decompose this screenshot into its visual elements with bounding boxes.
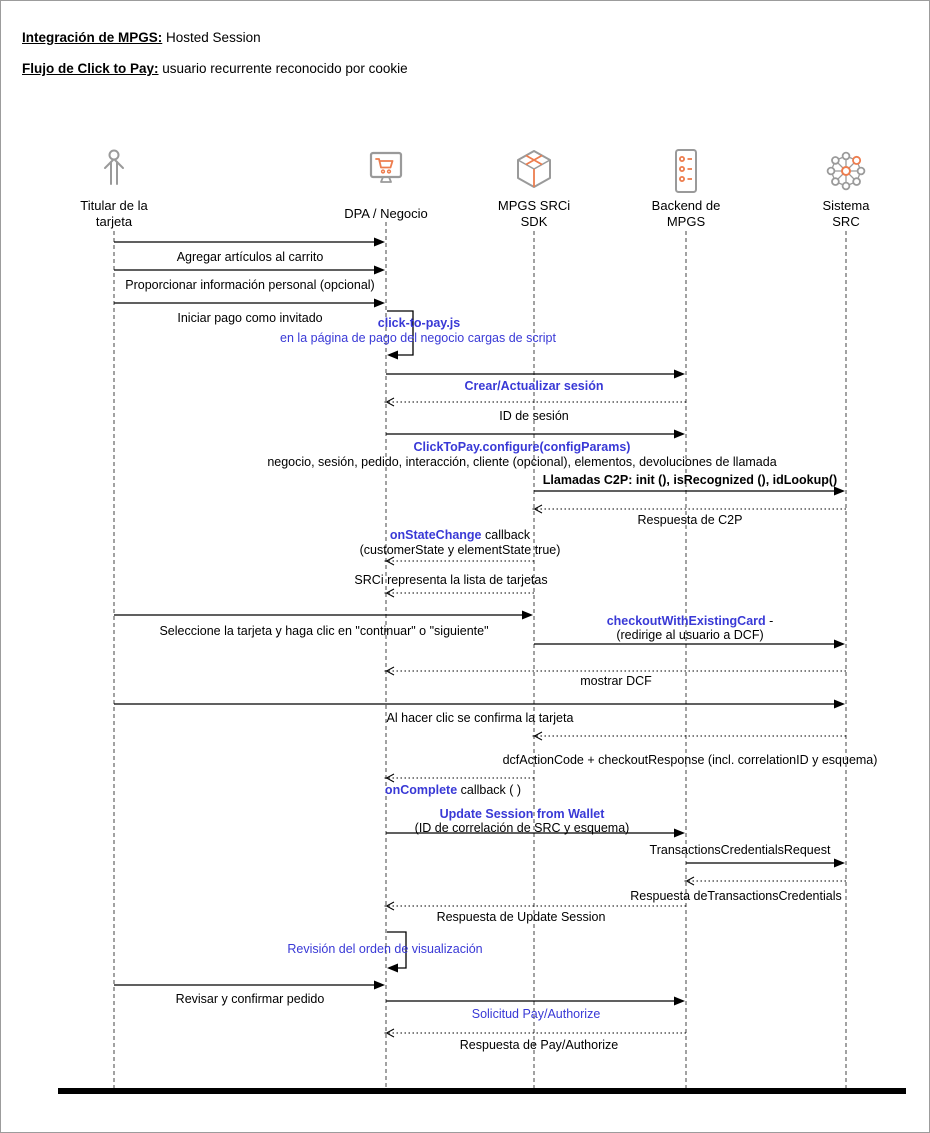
message-label-part: dcfActionCode + checkoutResponse (incl. correlationID y esquema)	[502, 753, 878, 767]
message-label	[177, 311, 322, 325]
message-label	[125, 278, 374, 292]
monitor-cart-icon	[362, 147, 410, 195]
message-label-part: (redirige al usuario a DCF)	[616, 628, 764, 642]
message-label-part: callback	[481, 528, 531, 542]
message-label-part: Update Session from Wallet	[439, 807, 605, 821]
message-label	[415, 821, 630, 835]
message-label	[503, 753, 878, 767]
header-flow-label: Flujo de Click to Pay:	[22, 61, 159, 76]
package-icon	[510, 147, 558, 195]
message-label-part: Solicitud Pay/Authorize	[471, 1007, 601, 1021]
message-label-part: Al hacer clic se confirma la tarjeta	[386, 711, 574, 725]
message-label	[176, 992, 325, 1006]
message-label	[354, 573, 547, 587]
message-label	[440, 807, 605, 821]
message-label-part: Iniciar pago como invitado	[177, 311, 323, 325]
message-label	[460, 1038, 618, 1052]
actor-label-backend: Backend de MPGS	[651, 198, 721, 229]
message-label-part: onComplete	[384, 783, 458, 797]
message-label	[387, 711, 574, 725]
message-label-part: onStateChange	[389, 528, 482, 542]
message-label-part: TransactionsCredentialsRequest	[649, 843, 831, 857]
message-label	[630, 889, 841, 903]
message-label-part: ID de sesión	[499, 409, 569, 423]
message-label	[390, 528, 530, 542]
message-label	[465, 379, 604, 393]
message-label	[360, 543, 561, 557]
actor-label-src: Sistema SRC	[822, 198, 870, 229]
message-label-part: Agregar artículos al carrito	[176, 250, 324, 264]
message-label-part: Respuesta de Pay/Authorize	[459, 1038, 619, 1052]
message-label	[638, 513, 743, 527]
message-label	[580, 674, 652, 688]
message-label-part: Respuesta deTransactionsCredentials	[630, 889, 842, 903]
message-label	[267, 455, 776, 469]
server-icon	[662, 147, 710, 195]
header-integration-value: Hosted Session	[162, 30, 261, 45]
message-label-part: en la página de pago del negocio cargas de script	[280, 331, 556, 345]
message-label	[543, 473, 837, 487]
message-label	[437, 910, 606, 924]
message-label-part: ClickToPay.configure(configParams)	[413, 440, 631, 454]
message-label-part: checkoutWithExistingCard	[606, 614, 766, 628]
message-label	[287, 942, 482, 956]
message-label	[499, 409, 568, 423]
message-label-part: Respuesta de Update Session	[436, 910, 606, 924]
header-flow-value: usuario recurrente reconocido por cookie	[158, 61, 408, 76]
message-label-part: mostrar DCF	[580, 674, 652, 688]
message-label-part: click-to-pay.js	[377, 316, 461, 330]
actor-label-cardholder: Titular de la tarjeta	[80, 198, 148, 229]
message-label	[177, 250, 324, 264]
person-icon	[90, 147, 138, 195]
message-label-part: Respuesta de C2P	[637, 513, 743, 527]
message-label-part: -	[765, 614, 774, 628]
message-label	[378, 316, 460, 330]
message-label-part: negocio, sesión, pedido, interacción, cliente (opcional), elementos, devoluciones de llamada	[267, 455, 777, 469]
message-label-part: SRCi representa la lista de tarjetas	[354, 573, 548, 587]
message-label-part: (customerState y elementState true)	[359, 543, 561, 557]
message-label-part: (ID de correlación de SRC y esquema)	[414, 821, 630, 835]
header-integration-label: Integración de MPGS:	[22, 30, 163, 45]
message-label	[280, 331, 556, 345]
message-label	[472, 1007, 601, 1021]
network-icon	[822, 147, 870, 195]
actor-label-dpa: DPA / Negocio	[344, 206, 428, 221]
message-label	[414, 440, 631, 454]
message-label-part: Crear/Actualizar sesión	[464, 379, 604, 393]
message-label	[159, 624, 488, 638]
message-label-part: Revisar y confirmar pedido	[175, 992, 325, 1006]
message-label-part: Revisión del orden de visualización	[287, 942, 483, 956]
message-label	[385, 783, 521, 797]
message-label-part: Proporcionar información personal (opcional)	[125, 278, 375, 292]
diagram-labels-layer	[1, 1, 930, 1133]
message-label	[607, 614, 774, 628]
message-label-part: Seleccione la tarjeta y haga clic en "continuar" o "siguiente"	[159, 624, 489, 638]
actor-label-srci: MPGS SRCi SDK	[497, 198, 571, 229]
message-label	[616, 628, 763, 642]
message-label-part: callback ( )	[457, 783, 522, 797]
message-label	[650, 843, 831, 857]
message-label-part: Llamadas C2P: init (), isRecognized (), idLookup()	[542, 473, 838, 487]
